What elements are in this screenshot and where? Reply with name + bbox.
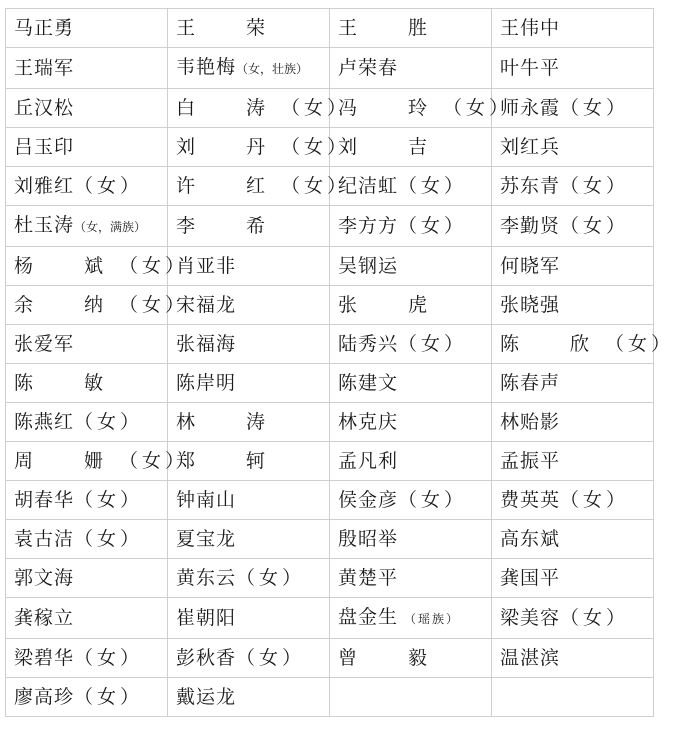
name-roster-table	[5, 8, 674, 717]
person-note: （女）	[119, 294, 189, 316]
person-name: 王伟中	[500, 17, 561, 39]
person-note: （女）	[605, 333, 674, 355]
person-name: 温湛滨	[500, 647, 561, 669]
name-cell	[6, 678, 168, 717]
table-row	[6, 48, 654, 89]
person-name: 李方方	[338, 215, 399, 237]
person-name: 孟振平	[500, 450, 561, 472]
person-name: 夏宝龙	[176, 528, 237, 550]
person-note: （女）	[398, 489, 468, 511]
table-row	[6, 559, 654, 598]
person-note: （女）	[74, 175, 144, 197]
name-cell	[168, 442, 330, 481]
name-cell	[492, 678, 654, 717]
person-name: 许 红	[176, 175, 282, 197]
person-note: （女）	[560, 489, 630, 511]
table-row	[6, 403, 654, 442]
name-cell	[168, 247, 330, 286]
table-row	[6, 520, 654, 559]
name-cell	[6, 167, 168, 206]
name-cell	[492, 559, 654, 598]
name-cell	[330, 325, 492, 364]
table-row	[6, 598, 654, 639]
name-cell	[330, 364, 492, 403]
name-cell	[6, 364, 168, 403]
name-cell	[330, 206, 492, 247]
person-name: 刘 丹	[176, 136, 282, 158]
name-cell	[6, 442, 189, 481]
name-cell	[492, 520, 654, 559]
name-cell	[6, 9, 168, 48]
person-name: 李勤贤	[500, 215, 561, 237]
person-name: 孟凡利	[338, 450, 399, 472]
name-cell	[492, 639, 654, 678]
person-name: 费英英	[500, 489, 561, 511]
name-cell	[492, 403, 654, 442]
person-name: 吕玉印	[14, 136, 75, 158]
table-row	[6, 167, 654, 206]
name-cell	[330, 167, 492, 206]
name-cell	[6, 325, 168, 364]
person-note: （女）	[560, 175, 630, 197]
person-name: 崔朝阳	[176, 607, 237, 629]
person-name: 王 胜	[338, 17, 444, 39]
name-cell	[168, 206, 330, 247]
person-name: 盘金生	[338, 606, 399, 628]
name-cell	[330, 559, 492, 598]
person-name: 胡春华	[14, 489, 75, 511]
table-row	[6, 442, 654, 481]
person-note: （女）	[74, 489, 144, 511]
person-name: 白 涛	[176, 97, 282, 119]
person-name: 林克庆	[338, 411, 399, 433]
person-name: 冯 玲	[338, 97, 444, 119]
person-name: 王 荣	[176, 17, 282, 39]
person-name: 龚稼立	[14, 607, 75, 629]
name-cell	[6, 403, 168, 442]
person-name: 陈燕红	[14, 411, 75, 433]
person-note: （女）	[236, 647, 306, 669]
person-name: 卢荣春	[338, 57, 399, 79]
person-name: 郭文海	[14, 567, 75, 589]
name-cell	[330, 89, 513, 128]
name-cell	[6, 206, 168, 247]
person-name: 张爱军	[14, 333, 75, 355]
name-cell	[6, 286, 189, 325]
name-cell	[330, 286, 492, 325]
name-cell	[330, 247, 492, 286]
person-name: 张福海	[176, 333, 237, 355]
person-note: （女）	[74, 647, 144, 669]
person-name: 张 虎	[338, 294, 444, 316]
person-name: 纪洁虹	[338, 175, 399, 197]
name-cell	[492, 167, 654, 206]
person-name: 陆秀兴	[338, 333, 399, 355]
person-name: 叶牛平	[500, 57, 561, 79]
person-name: 余 纳	[14, 294, 120, 316]
person-name: 苏东青	[500, 175, 561, 197]
person-note: （女）	[119, 255, 189, 277]
person-name: 李 希	[176, 215, 282, 237]
person-name: 龚国平	[500, 567, 561, 589]
person-name: 林 涛	[176, 411, 282, 433]
person-name: 何晓军	[500, 255, 561, 277]
person-note: （女）	[74, 528, 144, 550]
name-cell	[492, 128, 654, 167]
name-cell	[330, 481, 492, 520]
name-cell	[330, 598, 492, 639]
table-row	[6, 678, 654, 717]
person-note: （女）	[281, 136, 351, 158]
name-cell	[168, 559, 330, 598]
name-cell	[168, 286, 330, 325]
person-note: （女）	[281, 175, 351, 197]
table-row	[6, 9, 654, 48]
table-row	[6, 364, 654, 403]
name-cell	[492, 364, 654, 403]
person-name: 刘红兵	[500, 136, 561, 158]
person-name: 陈 欣	[500, 333, 606, 355]
person-name: 袁古洁	[14, 528, 75, 550]
name-cell	[168, 678, 330, 717]
name-cell	[492, 598, 654, 639]
person-name: 彭秋香	[176, 647, 237, 669]
name-cell	[168, 481, 330, 520]
person-note: （瑶族）	[404, 612, 461, 626]
person-name: 陈春声	[500, 372, 561, 394]
person-name: 梁美容	[500, 607, 561, 629]
name-cell	[330, 678, 492, 717]
person-name: 戴运龙	[176, 686, 237, 708]
name-cell	[492, 247, 654, 286]
name-cell	[330, 9, 492, 48]
person-name: 马正勇	[14, 17, 75, 39]
name-cell	[6, 481, 168, 520]
name-cell	[168, 403, 330, 442]
person-name: 刘 吉	[338, 136, 444, 158]
name-cell	[168, 128, 351, 167]
person-note: （女）	[119, 450, 189, 472]
table-row	[6, 639, 654, 678]
name-cell	[168, 167, 351, 206]
person-name: 周 姗	[14, 450, 120, 472]
name-cell	[6, 639, 168, 678]
person-note: （女）	[74, 411, 144, 433]
name-cell	[330, 403, 492, 442]
name-cell	[492, 286, 654, 325]
person-name: 师永霞	[500, 97, 561, 119]
person-note: （女，壮族）	[236, 62, 309, 76]
person-name: 王瑞军	[14, 57, 75, 79]
table-row	[6, 325, 654, 364]
person-name: 丘汉松	[14, 97, 75, 119]
person-note: （女）	[398, 333, 468, 355]
person-name: 郑 轲	[176, 450, 282, 472]
name-cell	[6, 598, 168, 639]
person-name: 陈岸明	[176, 372, 237, 394]
name-cell	[492, 9, 654, 48]
name-cell	[6, 520, 168, 559]
person-note: （女）	[443, 97, 513, 119]
name-cell	[168, 9, 330, 48]
person-name: 钟南山	[176, 489, 237, 511]
name-cell	[330, 520, 492, 559]
name-cell	[168, 639, 330, 678]
table-row	[6, 286, 654, 325]
name-cell	[330, 128, 492, 167]
roster-body	[6, 9, 674, 717]
person-note: （女）	[398, 175, 468, 197]
name-cell	[6, 89, 168, 128]
name-cell	[330, 48, 492, 89]
name-cell	[492, 206, 654, 247]
name-cell	[492, 481, 654, 520]
person-name: 曾 毅	[338, 647, 444, 669]
person-name: 吴钢运	[338, 255, 399, 277]
name-cell	[168, 89, 351, 128]
name-cell	[492, 325, 674, 364]
person-note: （女，满族）	[74, 220, 147, 234]
name-cell	[168, 598, 330, 639]
name-cell	[492, 89, 654, 128]
table-row	[6, 128, 654, 167]
person-note: （女）	[236, 567, 306, 589]
person-name: 廖高珍	[14, 686, 75, 708]
person-name: 陈建文	[338, 372, 399, 394]
person-name: 宋福龙	[176, 294, 237, 316]
table-row	[6, 247, 654, 286]
name-cell	[6, 247, 189, 286]
person-name: 黄东云	[176, 567, 237, 589]
table-row	[6, 481, 654, 520]
person-name: 黄楚平	[338, 567, 399, 589]
name-cell	[6, 48, 168, 89]
person-name: 林贻影	[500, 411, 561, 433]
table-row	[6, 206, 654, 247]
name-cell	[6, 559, 168, 598]
person-name: 侯金彦	[338, 489, 399, 511]
person-name: 张晓强	[500, 294, 561, 316]
person-name: 杜玉涛	[14, 214, 75, 236]
person-name: 刘雅红	[14, 175, 75, 197]
person-name: 高东斌	[500, 528, 561, 550]
name-cell	[330, 442, 492, 481]
name-cell	[6, 128, 168, 167]
name-cell	[168, 48, 330, 89]
person-name: 殷昭举	[338, 528, 399, 550]
name-cell	[492, 442, 654, 481]
name-cell	[168, 364, 330, 403]
person-name: 梁碧华	[14, 647, 75, 669]
name-cell	[168, 520, 330, 559]
table-row	[6, 89, 654, 128]
person-note: （女）	[560, 97, 630, 119]
person-note: （女）	[74, 686, 144, 708]
person-note: （女）	[281, 97, 351, 119]
name-cell	[168, 325, 330, 364]
person-note: （女）	[560, 607, 630, 629]
person-name: 肖亚非	[176, 255, 237, 277]
person-name: 韦艳梅	[176, 56, 237, 78]
person-note: （女）	[560, 215, 630, 237]
person-name: 陈 敏	[14, 372, 120, 394]
person-note: （女）	[398, 215, 468, 237]
name-cell	[492, 48, 654, 89]
name-cell	[330, 639, 492, 678]
person-name: 杨 斌	[14, 255, 120, 277]
